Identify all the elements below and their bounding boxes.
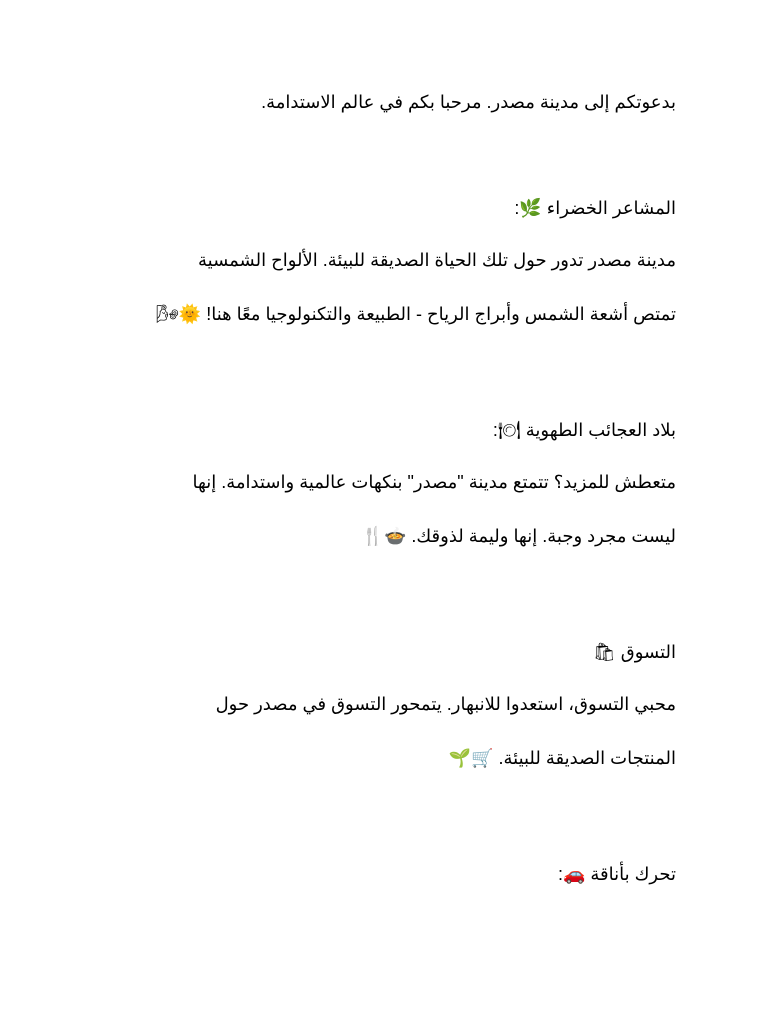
heading-green-vibes: المشاعر الخضراء 🌿:: [514, 198, 676, 218]
shopping-line-1: محبي التسوق، استعدوا للانبهار. يتمحور التسوق في مصدر حول: [215, 694, 676, 714]
intro-line: بدعوتكم إلى مدينة مصدر. مرحبا بكم في عالم الاستدامة.: [261, 92, 676, 112]
green-vibes-line-1: مدينة مصدر تدور حول تلك الحياة الصديقة للبيئة. الألواح الشمسية: [198, 250, 676, 270]
green-vibes-line-2: تمتص أشعة الشمس وأبراج الرياح - الطبيعة والتكنولوجيا معًا هنا! 🌞🌬: [155, 304, 676, 324]
heading-shopping: التسوق 🛍: [592, 642, 676, 662]
culinary-line-2: ليست مجرد وجبة. إنها وليمة لذوقك. 🍲🍴: [361, 526, 676, 546]
shopping-line-2: المنتجات الصديقة للبيئة. 🛒🌱: [448, 748, 676, 768]
culinary-line-1: متعطش للمزيد؟ تتمتع مدينة "مصدر" بنكهات عالمية واستدامة. إنها: [192, 472, 676, 492]
heading-culinary: بلاد العجائب الطهوية 🍽:: [492, 420, 676, 440]
heading-move-in-style: تحرك بأناقة 🚗:: [557, 864, 676, 884]
